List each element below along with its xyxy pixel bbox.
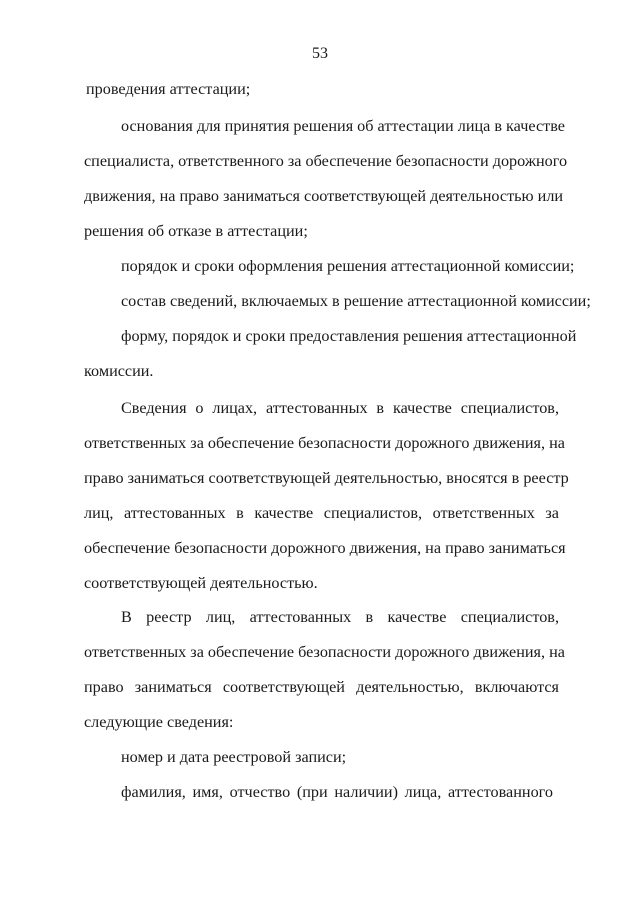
- text-line: Сведения о лицах, аттестованных в качестве специалистов,: [121, 399, 559, 417]
- text-line: соответствующей деятельностью.: [84, 574, 318, 592]
- text-line: право заниматься соответствующей деятельностью, включаются: [84, 678, 559, 696]
- text-line: состав сведений, включаемых в решение аттестационной комиссии;: [121, 292, 591, 310]
- text-line: движения, на право заниматься соответствующей деятельностью или: [84, 187, 564, 205]
- text-line: фамилия, имя, отчество (при наличии) лица, аттестованного: [121, 783, 553, 801]
- text-line: основания для принятия решения об аттестации лица в качестве: [121, 117, 565, 135]
- text-line: номер и дата реестровой записи;: [121, 748, 347, 766]
- text-line: ответственных за обеспечение безопасности дорожного движения, на: [84, 434, 565, 452]
- text-line: специалиста, ответственного за обеспечение безопасности дорожного: [84, 152, 568, 170]
- text-line: обеспечение безопасности дорожного движения, на право заниматься: [84, 539, 566, 557]
- page-number: 53: [312, 45, 328, 62]
- text-line: следующие сведения:: [84, 713, 234, 731]
- text-line: порядок и сроки оформления решения аттестационной комиссии;: [121, 257, 575, 275]
- text-line: право заниматься соответствующей деятельностью, вносятся в реестр: [84, 469, 569, 487]
- text-line: лиц, аттестованных в качестве специалистов, ответственных за: [84, 504, 559, 522]
- text-line: решения об отказе в аттестации;: [84, 222, 308, 240]
- text-line: форму, порядок и сроки предоставления решения аттестационной: [121, 327, 577, 345]
- text-line: проведения аттестации;: [86, 80, 251, 98]
- text-line: ответственных за обеспечение безопасности дорожного движения, на: [84, 643, 565, 661]
- text-line: В реестр лиц, аттестованных в качестве специалистов,: [121, 608, 559, 626]
- text-line: комиссии.: [84, 362, 154, 380]
